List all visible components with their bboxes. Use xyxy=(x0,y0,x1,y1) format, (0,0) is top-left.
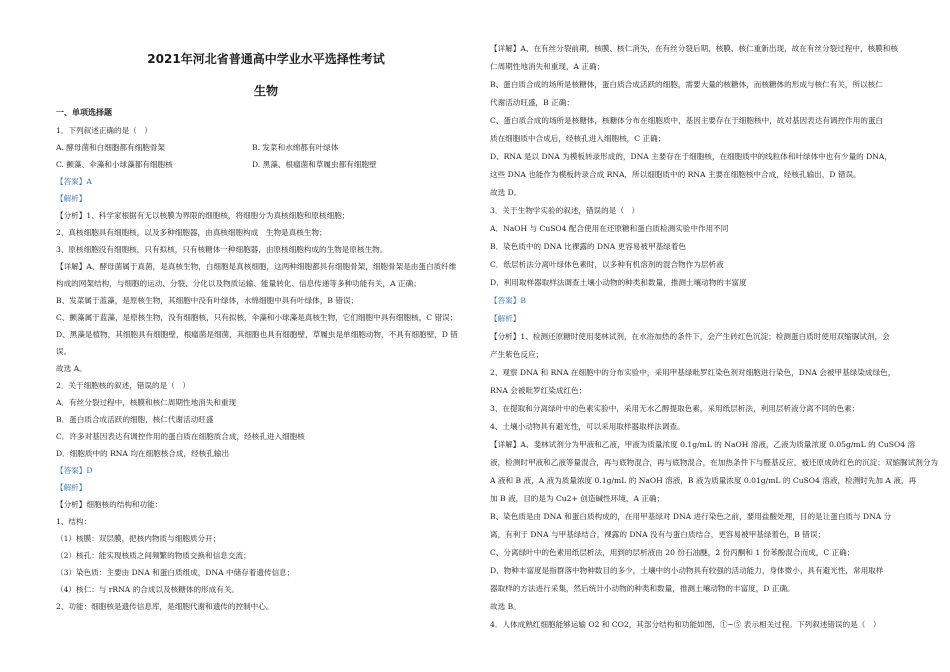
right-text-line xyxy=(490,314,520,323)
right-text-line xyxy=(490,116,883,125)
right-text-line xyxy=(490,242,686,251)
left-text-line xyxy=(56,551,251,560)
line-text: B．染色质中的 DNA 比裸露的 DNA 更容易被甲基绿着色 xyxy=(490,242,686,251)
left-text-line xyxy=(56,381,190,390)
left-text-line xyxy=(56,415,213,424)
right-text-line xyxy=(490,404,859,413)
left-text-line xyxy=(56,602,273,611)
line-text: 2、功能：细胞核是遗传信息库，是细胞代谢和遗传的控制中心。 xyxy=(56,602,274,611)
line-text: B、染色质是由 DNA 和蛋白质构成的，在用甲基绿对 DNA 进行染色之前，要用盐酸处理，目的是让蛋白质与 DNA 分 xyxy=(490,512,892,521)
line-text: 4、土壤小动物具有避光性，可以采用取样器取样法调查。 xyxy=(490,422,685,431)
line-text: 代谢活动旺盛，B 正确； xyxy=(490,98,574,107)
line-text: D．利用取样器取样法调查土壤小动物的种类和数量，推测土壤动物的丰富度 xyxy=(490,278,747,287)
section-heading: 一、单项选择题 xyxy=(56,108,112,117)
line-text: 【答案】D xyxy=(56,466,93,475)
line-text: D、RNA 是以 DNA 为模板转录形成的，DNA 主要存在于细胞核，在细胞质中的线粒体和叶绿体中也有少量的 DNA， xyxy=(490,152,892,161)
line-text: 离，有利于 DNA 与甲基绿结合，裸露的 DNA 没有与蛋白质结合，更容易被甲基绿着色，B 错误； xyxy=(490,530,826,539)
line-text: C、分离绿叶中的色素用纸层析法，用到的层析液由 20 份石油醚，2 份丙酮和 1 份苯酚混合而成，C 正确； xyxy=(490,548,855,557)
option-text: B. 发菜和水绵都有叶绿体 xyxy=(252,143,339,152)
line-text: 加 B 液，目的是为 Cu2+ 创造碱性环境，A 正确； xyxy=(490,494,665,503)
left-text-line xyxy=(56,262,456,271)
line-text: 液，检测时甲液和乙液等量混合，再与底物混合，再与底物混合，在加热条件下与醛基反应，被还原成砖红色的沉淀；双缩脲试剂分为 xyxy=(490,458,939,467)
line-text: 2、观察 DNA 和 RNA 在细胞中的分布实验中，采用甲基绿吡罗红染色剂对细胞进行染色，DNA 会被甲基绿染成绿色， xyxy=(490,368,896,377)
line-text: 故选 D。 xyxy=(490,188,522,197)
right-text-line xyxy=(490,134,665,143)
left-text-line xyxy=(56,211,349,220)
line-text: B、蛋白质合成的场所是核糖体，蛋白质合成活跃的细胞，需要大量的核糖体，而核糖体的形成与核仁有关，所以核仁 xyxy=(490,80,883,89)
right-text-line xyxy=(490,224,728,233)
left-text-line xyxy=(56,449,229,458)
line-text: 【解析】 xyxy=(56,483,87,492)
line-text: D．细胞质中的 RNA 均在细胞核合成，经核孔输出 xyxy=(56,449,230,458)
left-text-line xyxy=(56,177,92,186)
left-text-line xyxy=(56,313,457,322)
left-text-line xyxy=(56,585,239,594)
left-text-line xyxy=(56,500,162,509)
line-text: 【解析】 xyxy=(56,194,87,203)
line-text: C、蛋白质合成的场所是核糖体，核糖体分布在细胞质中，基因主要存在于细胞核中，故对基因表达有调控作用的蛋白 xyxy=(490,116,884,125)
right-text-line xyxy=(490,80,883,89)
line-text: （3）染色质：主要由 DNA 和蛋白质组成，DNA 中储存着遗传信息； xyxy=(56,568,295,577)
left-text-line xyxy=(56,126,152,135)
line-text: B、发菜属于蓝藻，是原核生物，其细胞中没有叶绿体，水绵细胞中具有叶绿体，B 错误； xyxy=(56,296,359,305)
left-text-line xyxy=(56,330,458,339)
line-text: C、颤藻属于蓝藻，是原核生物，没有细胞核，只有拟核，伞藻和小球藻是真核生物，它们细胞中具有细胞核，C 错误； xyxy=(56,313,458,322)
line-text: 器取样的方法进行采集，然后统计小动物的种类和数量，推测土壤动物的丰富度，D 正确。 xyxy=(490,584,795,593)
right-text-line xyxy=(490,332,890,341)
left-text-line xyxy=(56,534,220,543)
line-text: 这些 DNA 也能作为模板转录合成 RNA，所以细胞质中的 RNA 主要在细胞核中合成，经核孔输出，D 错误。 xyxy=(490,170,861,179)
left-text-line xyxy=(56,143,339,152)
left-text-line xyxy=(56,364,87,373)
line-text: 4．人体成熟红细胞能够运输 O2 和 CO2，其部分结构和功能如图，①~⑤ 表示相关过程。下列叙述错误的是（ ） xyxy=(490,620,881,629)
right-text-line xyxy=(490,350,543,359)
right-text-line xyxy=(490,278,747,287)
line-text: 【答案】A xyxy=(56,177,92,186)
line-text: C．许多对基因表达有调控作用的蛋白质在细胞质合成，经核孔进入细胞核 xyxy=(56,432,305,441)
line-text: D、黑藻是植物，其细胞具有细胞壁，根瘤菌是细菌，其细胞也具有细胞壁，草履虫是单细胞动物，不具有细胞壁，D 错 xyxy=(56,330,458,339)
line-text: 仁周期性地消失和重现，A 正确； xyxy=(490,62,605,71)
line-text: A．NaOH 与 CuSO4 配合使用在还原糖和蛋白质检测实验中作用不同 xyxy=(490,224,729,233)
line-text: 【详解】A、在有丝分裂前期，核膜、核仁消失，在有丝分裂后期，核膜、核仁重新出现，故在有丝分裂过程中，核膜和核 xyxy=(490,44,898,53)
right-text-line xyxy=(490,422,685,431)
right-text-line xyxy=(490,530,825,539)
right-text-line xyxy=(490,386,586,395)
line-text: 【分析】1、检测还原糖时使用斐林试剂，在水浴加热的条件下，会产生砖红色沉淀；检测蛋白质时使用双缩脲试剂，会 xyxy=(490,332,890,341)
right-text-line xyxy=(490,62,604,71)
line-text: B．蛋白质合成活跃的细胞，核仁代谢活动旺盛 xyxy=(56,415,214,424)
subject-title: 生物 xyxy=(253,84,278,98)
right-text-line xyxy=(490,566,883,575)
line-text: 1、结构： xyxy=(56,517,92,526)
right-text-line xyxy=(490,260,724,269)
left-text-line xyxy=(56,228,327,237)
left-text-line xyxy=(56,296,358,305)
line-text: D、物种丰富度是指群落中物种数目的多少，土壤中的小动物具有较强的活动能力，身体微小，具有避光性，常用取样 xyxy=(490,566,884,575)
line-text: 误。 xyxy=(56,347,72,356)
left-text-line xyxy=(56,194,86,203)
line-text: （4）核仁：与 rRNA 的合成以及核糖体的形成有关。 xyxy=(56,585,240,594)
right-text-line xyxy=(490,44,898,53)
right-text-line xyxy=(490,458,938,467)
line-text: A．有丝分裂过程中，核膜和核仁周期性地消失和重现 xyxy=(56,398,237,407)
line-text: 【分析】1、科学家根据有无以核膜为界限的细胞核，将细胞分为真核细胞和原核细胞； xyxy=(56,211,350,220)
left-text-line xyxy=(56,466,92,475)
right-text-line xyxy=(490,296,526,305)
line-text: （1）核膜：双层膜，把核内物质与细胞质分开； xyxy=(56,534,221,543)
line-text: 2．关于细胞核的叙述，错误的是（ ） xyxy=(56,381,190,390)
line-text: 【详解】A、酵母菌属于真菌，是真核生物，白细胞是真核细胞，这两种细胞都具有细胞骨架，细胞骨架是由蛋白质纤维 xyxy=(56,262,457,271)
line-text: 【详解】A、斐林试剂分为甲液和乙液，甲液为质量浓度 0.1g/mL 的 NaOH 溶液，乙液为质量浓度 0.05g/mL 的 CuSO4 溶 xyxy=(490,440,916,449)
right-text-line xyxy=(490,440,915,449)
left-text-line xyxy=(56,432,305,441)
line-text: A 液和 B 液，A 液为质量浓度 0.1g/mL 的 NaOH 溶液，B 液为质量浓度 0.01g/mL 的 CuSO4 溶液，检测时先加 A 液，再 xyxy=(490,476,917,485)
left-text-line xyxy=(56,160,377,169)
line-text: C. 颤藻、伞藻和小球藻都有细胞核 xyxy=(56,160,173,169)
line-text: 【解析】 xyxy=(490,314,521,323)
right-text-line xyxy=(490,152,892,161)
line-text: 2、真核细胞具有细胞核，以及多种细胞器，由真核细胞构成 生物是真核生物； xyxy=(56,228,327,237)
left-text-line xyxy=(56,517,91,526)
right-text-line xyxy=(490,512,891,521)
line-text: C．纸层析法分离叶绿体色素时，以多种有机溶剂的混合物作为层析液 xyxy=(490,260,724,269)
line-text: 产生紫色反应； xyxy=(490,350,544,359)
line-text: 质在细胞质中合成后，经核孔进入细胞核，C 正确； xyxy=(490,134,666,143)
line-text: 【分析】细胞核的结构和功能： xyxy=(56,500,163,509)
right-text-line xyxy=(490,368,895,377)
line-text: 3．关于生物学实验的叙述，错误的是（ ） xyxy=(490,206,640,215)
option-text: D. 黑藻、根瘤菌和草履虫都有细胞壁 xyxy=(252,160,377,169)
right-text-line xyxy=(490,620,881,629)
right-text-line xyxy=(490,602,521,611)
left-text-line xyxy=(56,398,236,407)
left-text-line xyxy=(56,568,294,577)
right-text-line xyxy=(490,584,795,593)
line-text: 1．下列叙述正确的是（ ） xyxy=(56,126,152,135)
left-text-line xyxy=(56,483,86,492)
line-text: 【答案】B xyxy=(490,296,526,305)
line-text: 故选 B。 xyxy=(490,602,521,611)
line-text: 3、在提取和分离绿叶中的色素实验中，采用无水乙醇提取色素，采用纸层析法，利用层析液分离不同的色素； xyxy=(490,404,860,413)
right-text-line xyxy=(490,494,664,503)
right-text-line xyxy=(490,188,521,197)
right-text-line xyxy=(490,170,861,179)
line-text: 故选 A。 xyxy=(56,364,87,373)
line-text: 3、原核细胞没有细胞核，只有拟核，只有核糖体一种细胞器，由原核细胞构成的生物是原核生物。 xyxy=(56,245,388,254)
line-text: 构成的网架结构，与细胞的运动、分裂、分化以及物质运输、能量转化、信息传递等多种功能有关，A 正确； xyxy=(56,279,421,288)
right-text-line xyxy=(490,476,916,485)
page-title: 2021年河北省普通高中学业水平选择性考试 xyxy=(147,52,385,66)
left-text-line xyxy=(56,279,421,288)
right-text-line xyxy=(490,98,574,107)
right-text-line xyxy=(490,548,854,557)
left-text-line xyxy=(56,347,71,356)
line-text: RNA 会被吡罗红染成红色； xyxy=(490,386,587,395)
line-text: （2）核孔：能实现核质之间频繁的物质交换和信息交流； xyxy=(56,551,251,560)
line-text: A. 酵母菌和白细胞都有细胞骨架 xyxy=(56,143,166,152)
right-text-line xyxy=(490,206,639,215)
left-text-line xyxy=(56,245,387,254)
